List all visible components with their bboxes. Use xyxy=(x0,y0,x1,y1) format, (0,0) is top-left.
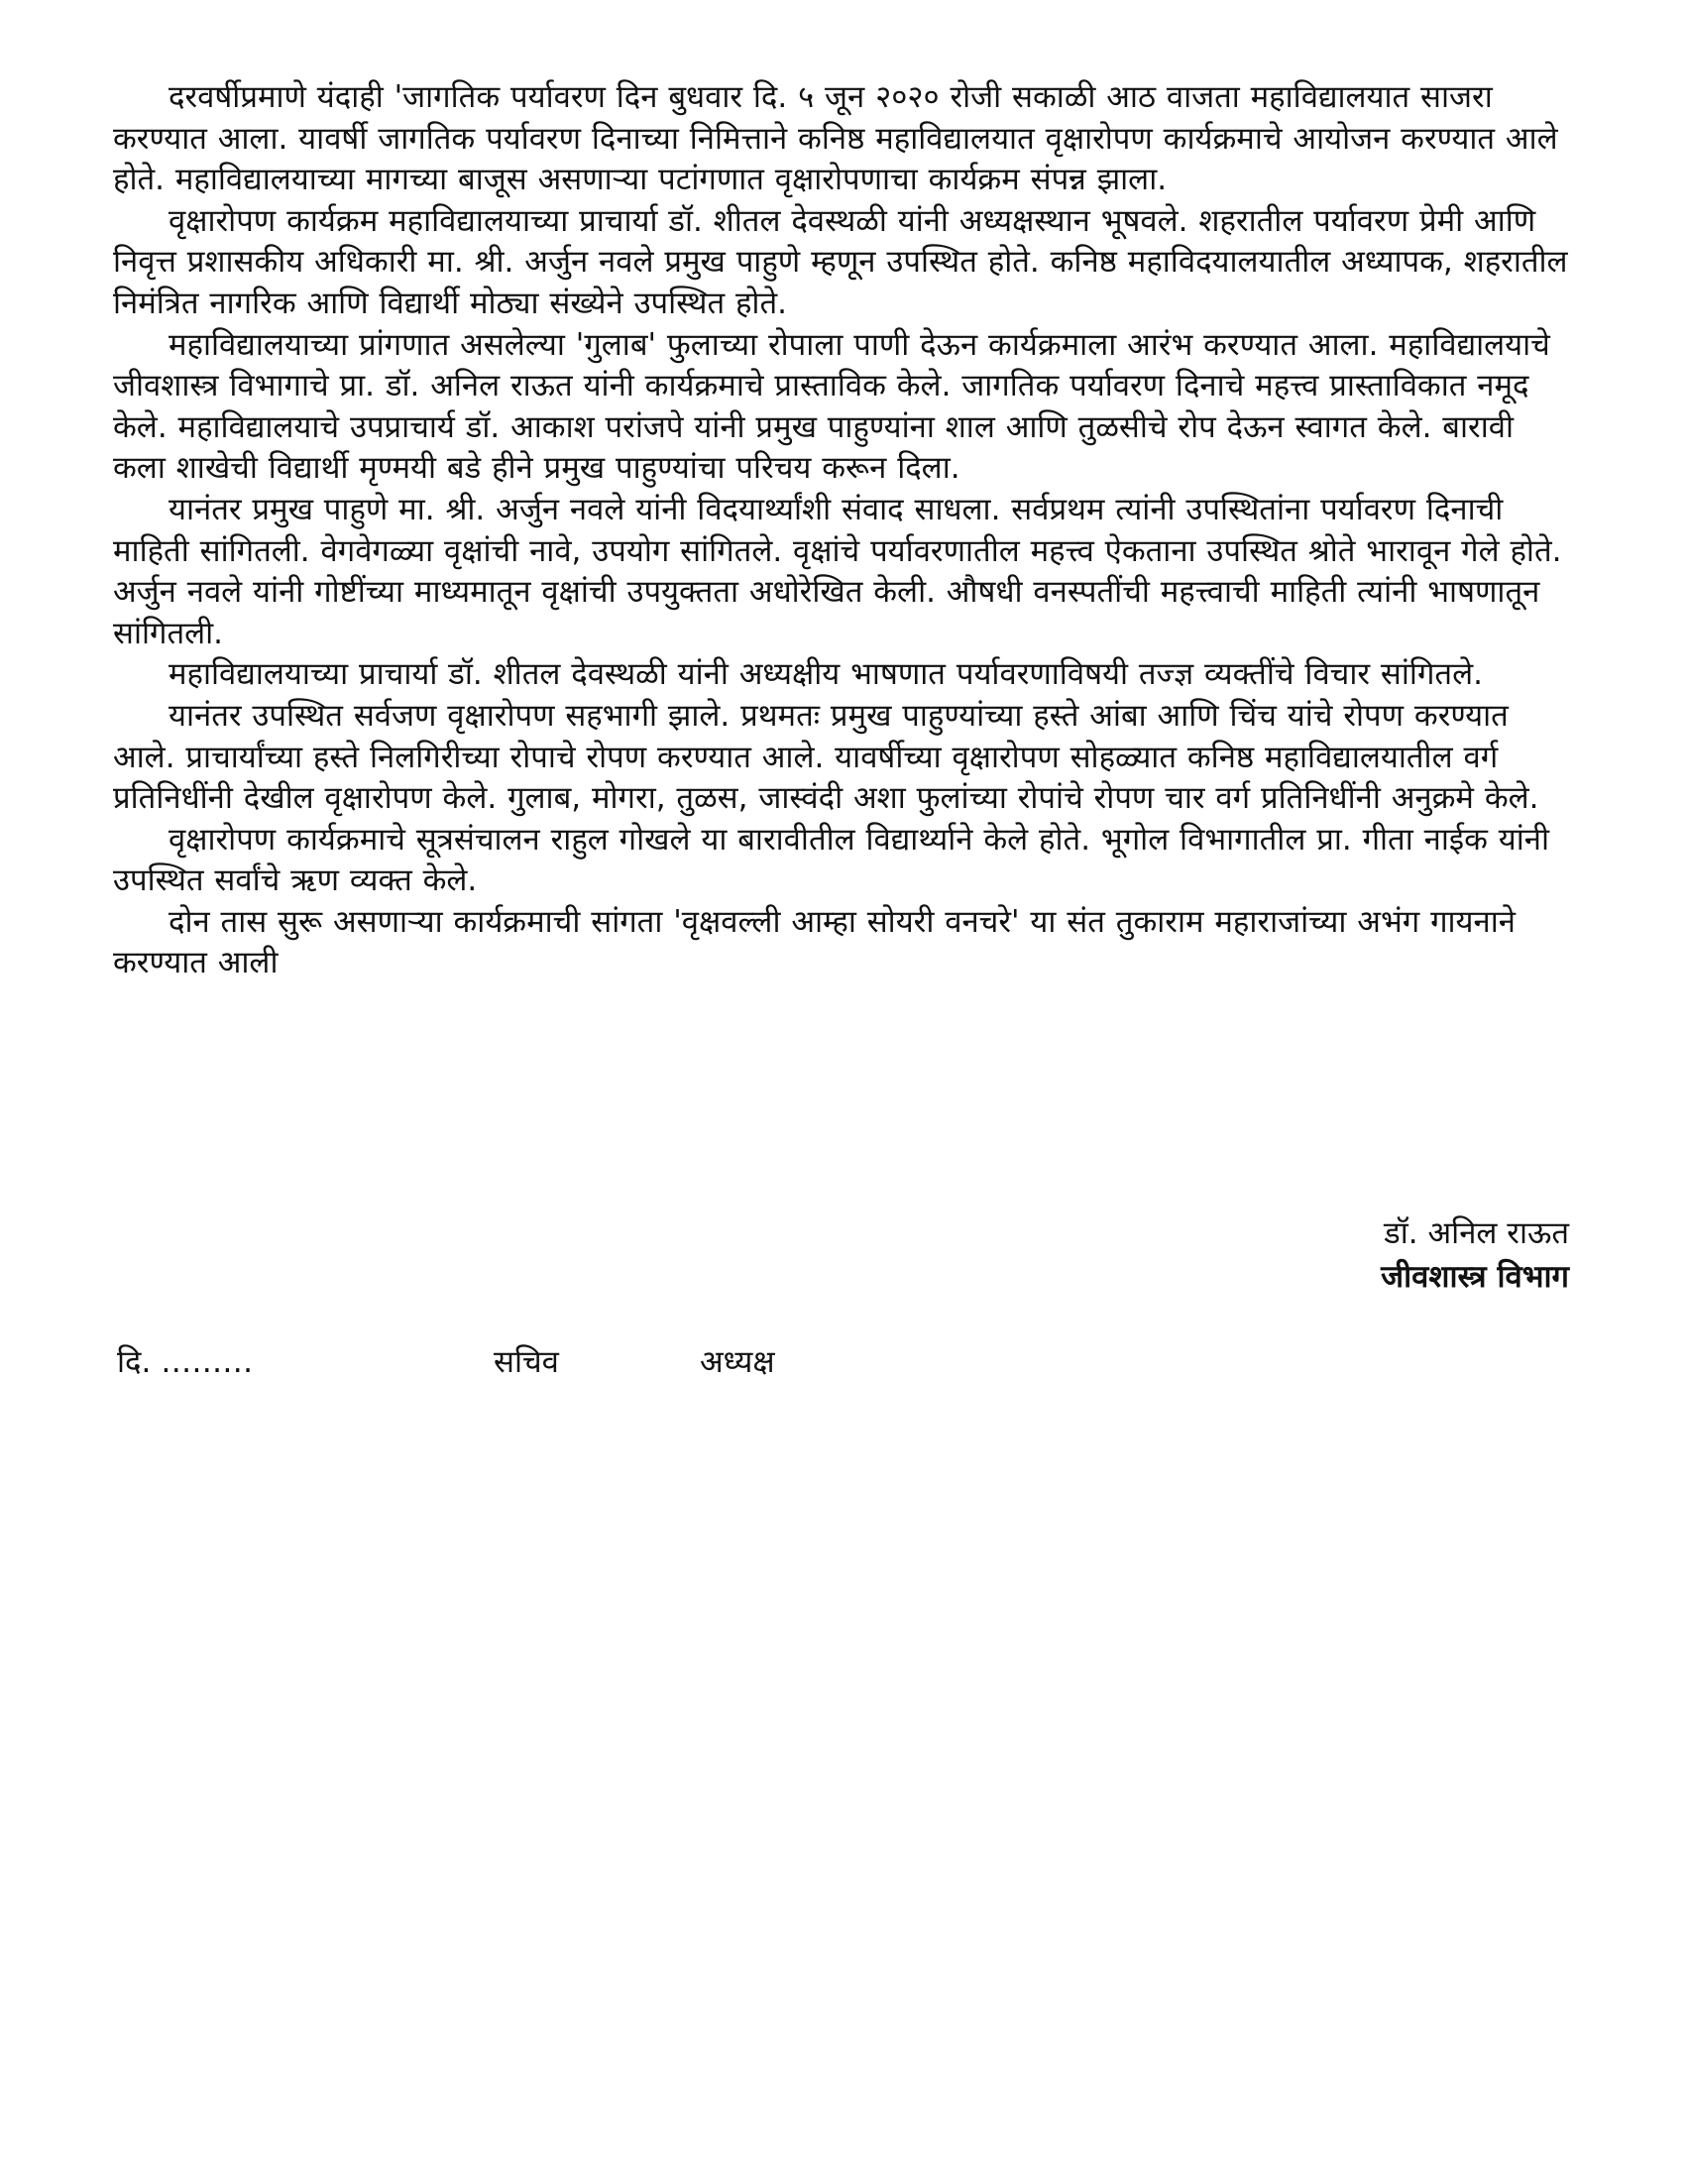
paragraph-chief-guest: वृक्षारोपण कार्यक्रम महाविद्यालयाच्या प्राचार्या डॉ. शीतल देवस्थळी यांनी अध्यक्षस्थान भूषवले. शहरातील पर्यावरण प्रेमी आणि निवृत्त प्रशासकीय अधिकारी मा. श्री. अर्जुन नवले प्रमुख पाहुणे म्हणून उपस्थित होते. कनिष्ठ महाविदयालयातील अध्यापक, शहरातील निमंत्रित नागरिक आणि विद्यार्थी मोठ्या संख्येने उपस्थित होते. xyxy=(113,202,1568,321)
report-body xyxy=(113,77,1570,984)
paragraph-guest-speech: यानंतर प्रमुख पाहुणे मा. श्री. अर्जुन नवले यांनी विदयार्थ्यांशी संवाद साधला. सर्वप्रथम त्यांनी उपस्थितांना पर्यावरण दिनाची माहिती सांगितली. वेगवेगळ्या वृक्षांची नावे, उपयोग सांगितले. वृक्षांचे पर्यावरणातील महत्त्व ऐकताना उपस्थित श्रोते भारावून गेले होते. अर्जुन नवले यांनी गोष्टींच्या माध्यमातून वृक्षांची उपयुक्तता अधोरेखित केली. औषधी वनस्पतींची महत्त्वाची माहिती त्यांनी भाषणातून सांगितली. xyxy=(113,491,1562,651)
signatory-name: डॉ. अनिल राऊत xyxy=(1384,1215,1569,1251)
paragraph-conclusion: दोन तास सुरू असणाऱ्या कार्यक्रमाची सांगता 'वृक्षवल्ली आम्हा सोयरी वनचरे' या संत तुकाराम महाराजांच्या अभंग गायनाने करण्यात आली xyxy=(113,903,1516,981)
signature-block xyxy=(1381,1211,1569,1299)
footer-secretary: सचिव xyxy=(494,1344,559,1380)
paragraph-intro: दरवर्षीप्रमाणे यंदाही 'जागतिक पर्यावरण दिन बुधवार दि. ५ जून २०२० रोजी सकाळी आठ वाजता महाविद्यालयात साजरा करण्यात आला. यावर्षी जागतिक पर्यावरण दिनाच्या निमित्ताने कनिष्ठ महाविद्यालयात वृक्षारोपण कार्यक्रमाचे आयोजन करण्यात आले होते. महाविद्यालयाच्या मागच्या बाजूस असणाऱ्या पटांगणात वृक्षारोपणाचा कार्यक्रम संपन्न झाला. xyxy=(113,79,1558,198)
footer-president: अध्यक्ष xyxy=(700,1344,775,1380)
signatory-department: जीवशास्त्र विभाग xyxy=(1381,1259,1569,1295)
paragraph-inauguration: महाविद्यालयाच्या प्रांगणात असलेल्या 'गुलाब' फुलाच्या रोपाला पाणी देऊन कार्यक्रमाला आरंभ करण्यात आला. महाविद्यालयाचे जीवशास्त्र विभागाचे प्रा. डॉ. अनिल राऊत यांनी कार्यक्रमाचे प्रास्ताविक केले. जागतिक पर्यावरण दिनाचे महत्त्व प्रास्ताविकात नमूद केले. महाविद्यालयाचे उपप्राचार्य डॉ. आकाश परांजपे यांनी प्रमुख पाहुण्यांना शाल आणि तुळसीचे रोप देऊन स्वागत केले. बारावी कला शाखेची विद्यार्थी मृण्मयी बडे हीने प्रमुख पाहुण्यांचा परिचय करून दिला. xyxy=(113,326,1550,487)
footer-date: दि. ……… xyxy=(117,1344,254,1380)
paragraph-principal-speech: महाविद्यालयाच्या प्राचार्या डॉ. शीतल देवस्थळी यांनी अध्यक्षीय भाषणात पर्यावरणाविषयी तज्ज्ञ व्यक्तींचे विचार सांगितले. xyxy=(169,656,1483,693)
paragraph-plantation: यानंतर उपस्थित सर्वजण वृक्षारोपण सहभागी झाले. प्रथमतः प्रमुख पाहुण्यांच्या हस्ते आंबा आणि चिंच यांचे रोपण करण्यात आले. प्राचार्यांच्या हस्ते निलगिरीच्या रोपाचे रोपण करण्यात आले. यावर्षीच्या वृक्षारोपण सोहळ्यात कनिष्ठ महाविद्यालयातील वर्ग प्रतिनिधींनी देखील वृक्षारोपण केले. गुलाब, मोगरा, तुळस, जास्वंदी अशा फुलांच्या रोपांचे रोपण चार वर्ग प्रतिनिधींनी अनुक्रमे केले. xyxy=(113,697,1539,817)
paragraph-anchoring: वृक्षारोपण कार्यक्रमाचे सूत्रसंचालन राहुल गोखले या बारावीतील विद्यार्थ्याने केले होते. भूगोल विभागातील प्रा. गीता नाईक यांनी उपस्थित सर्वांचे ऋण व्यक्त केले. xyxy=(113,821,1549,899)
